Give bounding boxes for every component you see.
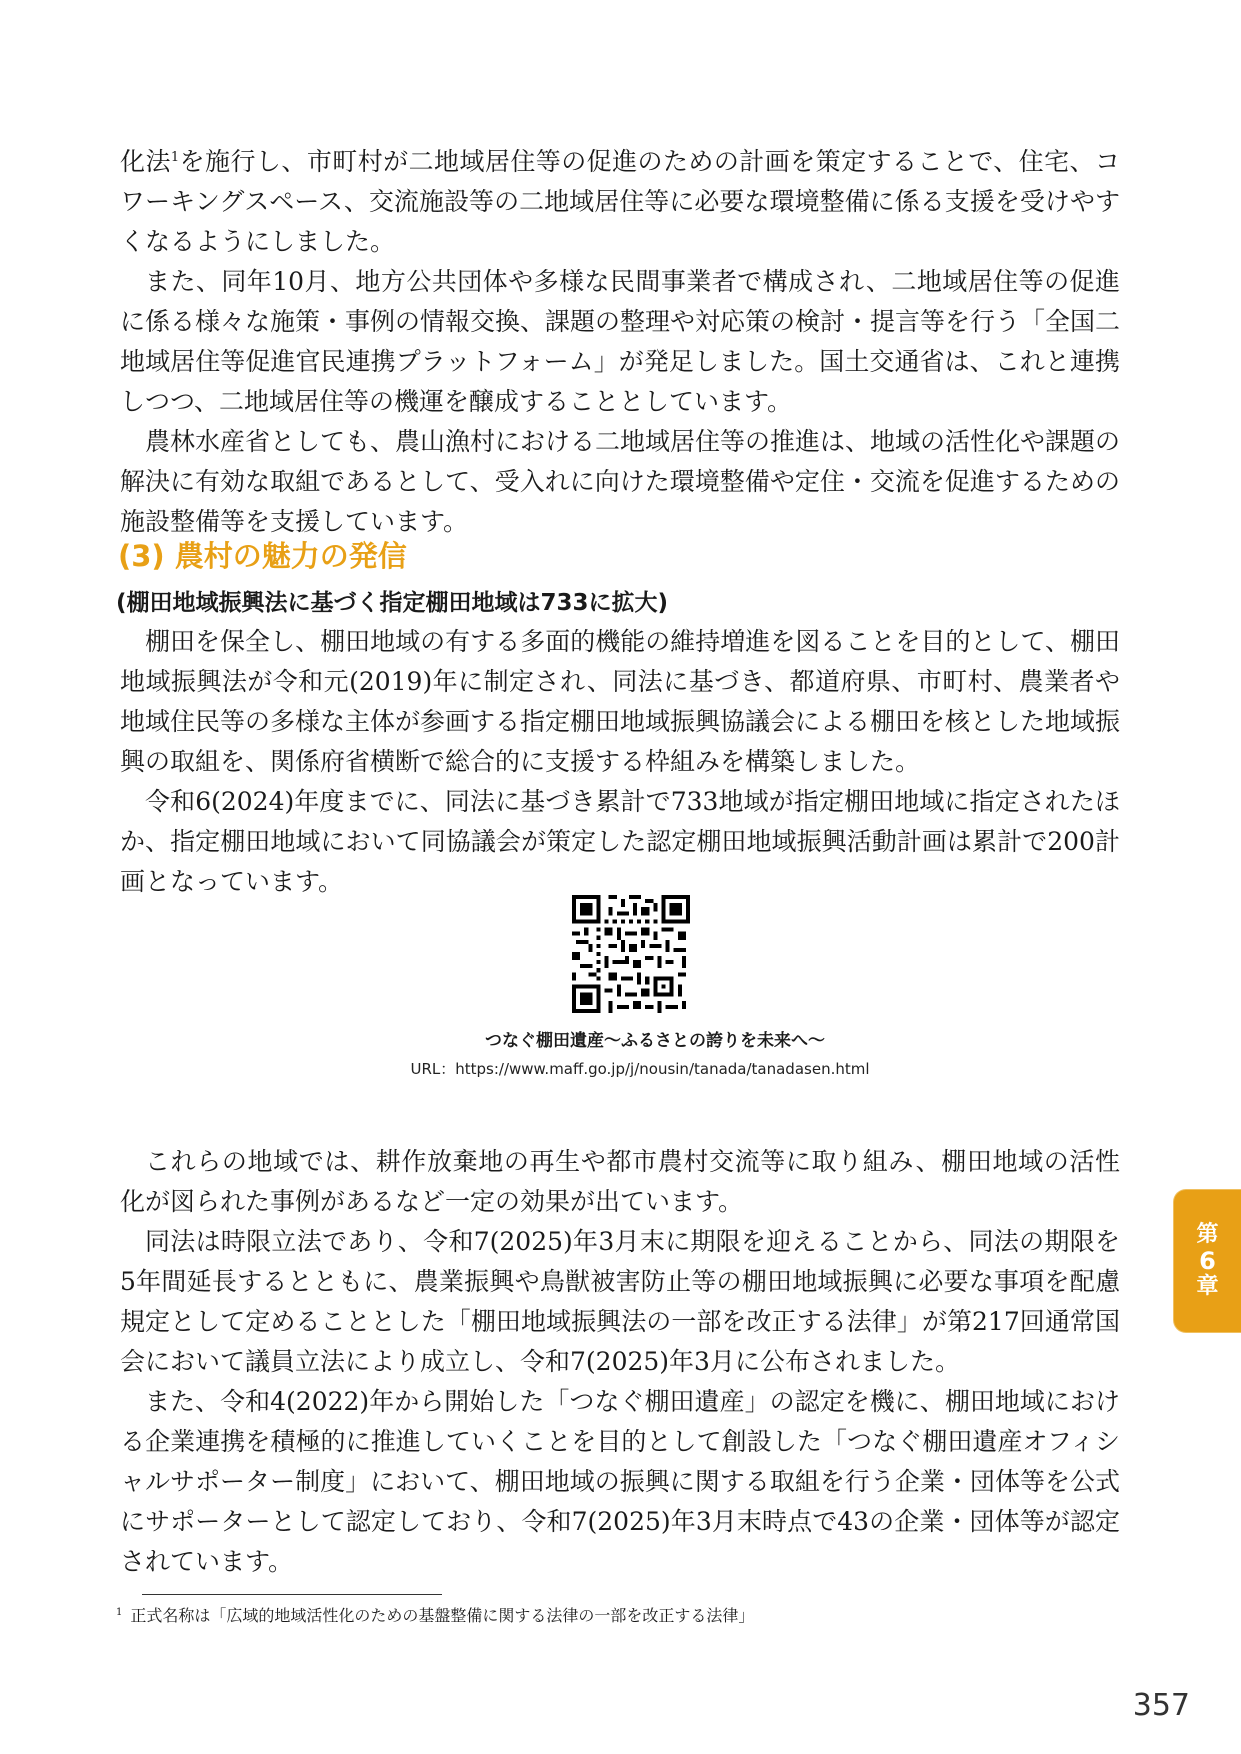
footnote-divider [142,1594,442,1595]
qr-code[interactable] [572,895,690,1013]
chapter-tab-number: 6 [1199,1247,1216,1275]
qr-caption: つなぐ棚田遺産〜ふるさとの誇りを未来へ〜 [485,1031,825,1051]
paragraph-maff-support: 農林水産省としても、農山漁村における二地域居住等の推進は、地域の活性化や課題の解決に有効な取組であるとして、受入れに向けた環境整備や定住・交流を促進するための施設整備等を支援しています。 [120,427,1121,536]
chapter-tab-prefix: 第 [1196,1222,1219,1247]
paragraph-intro: 化法$^1$を施行し、市町村が二地域居住等の促進のための計画を策定することで、住宅、コワーキングスペース、交流施設等の二地域居住等に必要な環境整備に係る支援を受けやすくなるようにしました。 [120,147,1120,256]
paragraph-law-extension: 同法は時限立法であり、令和7(2025)年3月末に期限を迎えることから、同法の期限を5年間延長するとともに、農業振興や鳥獣被害防止等の棚田地域振興に必要な事項を配慮規定として定めることとした「棚田地域振興法の一部を改正する法律」が第217回通常国会において議員立法により成立し、令和7(2025)年3月に公布されました。 [120,1227,1120,1376]
footnote-reference[interactable]: 1 [170,150,180,165]
paragraph-tanada-law: 棚田を保全し、棚田地域の有する多面的機能の維持増進を図ることを目的として、棚田地域振興法が令和元(2019)年に制定され、同法に基づき、都道府県、市町村、農業者や地域住民等の多様な主体が参画する指定棚田地域振興協議会による棚田を核とした地域振興の取組を、関係府省横断で総合的に支援する枠組みを構築しました。 [120,627,1121,776]
paragraph-effects: これらの地域では、耕作放棄地の再生や都市農村交流等に取り組み、棚田地域の活性化が図られた事例があるなど一定の効果が出ています。 [120,1147,1120,1216]
sub-heading: (棚田地域振興法に基づく指定棚田地域は733に拡大) [116,590,669,616]
footnote-marker: 1 [116,1607,123,1618]
chapter-tab[interactable] [1174,1190,1241,1332]
footnote-text: 正式名称は「広域的地域活性化のための基盤整備に関する法律の一部を改正する法律」 [130,1606,755,1625]
chapter-tab-suffix: 章 [1196,1274,1219,1299]
paragraph-tanada-count: 令和6(2024)年度までに、同法に基づき累計で733地域が指定棚田地域に指定されたほか、指定棚田地域において同協議会が策定した認定棚田地域振興活動計画は累計で200計画となっています。 [120,787,1120,896]
qr-url-link[interactable]: URL：https://www.maff.go.jp/j/nousin/tanada/tanadasen.html [410,1060,870,1078]
footnote [116,1603,1016,1629]
page-number: 357 [1132,1688,1190,1723]
tanada-paragraphs [120,622,1120,902]
paragraph-supporter-program: また、令和4(2022)年から開始した「つなぐ棚田遺産」の認定を機に、棚田地域における企業連携を積極的に推進していくことを目的として創設した「つなぐ棚田遺産オフィシャルサポーター制度」において、棚田地域の振興に関する取組を行う企業・団体等を公式にサポーターとして認定しており、令和7(2025)年3月末時点で43の企業・団体等が認定されています。 [120,1387,1120,1576]
intro-paragraphs [120,142,1120,542]
closing-paragraphs [120,1142,1120,1582]
paragraph-platform: また、同年10月、地方公共団体や多様な民間事業者で構成され、二地域居住等の促進に係る様々な施策・事例の情報交換、課題の整理や対応策の検討・提言等を行う「全国二地域居住等促進官民連携プラットフォーム」が発足しました。国土交通省は、これと連携しつつ、二地域居住等の機運を醸成することとしています。 [120,267,1121,416]
section-heading: (3) 農村の魅力の発信 [118,539,407,573]
